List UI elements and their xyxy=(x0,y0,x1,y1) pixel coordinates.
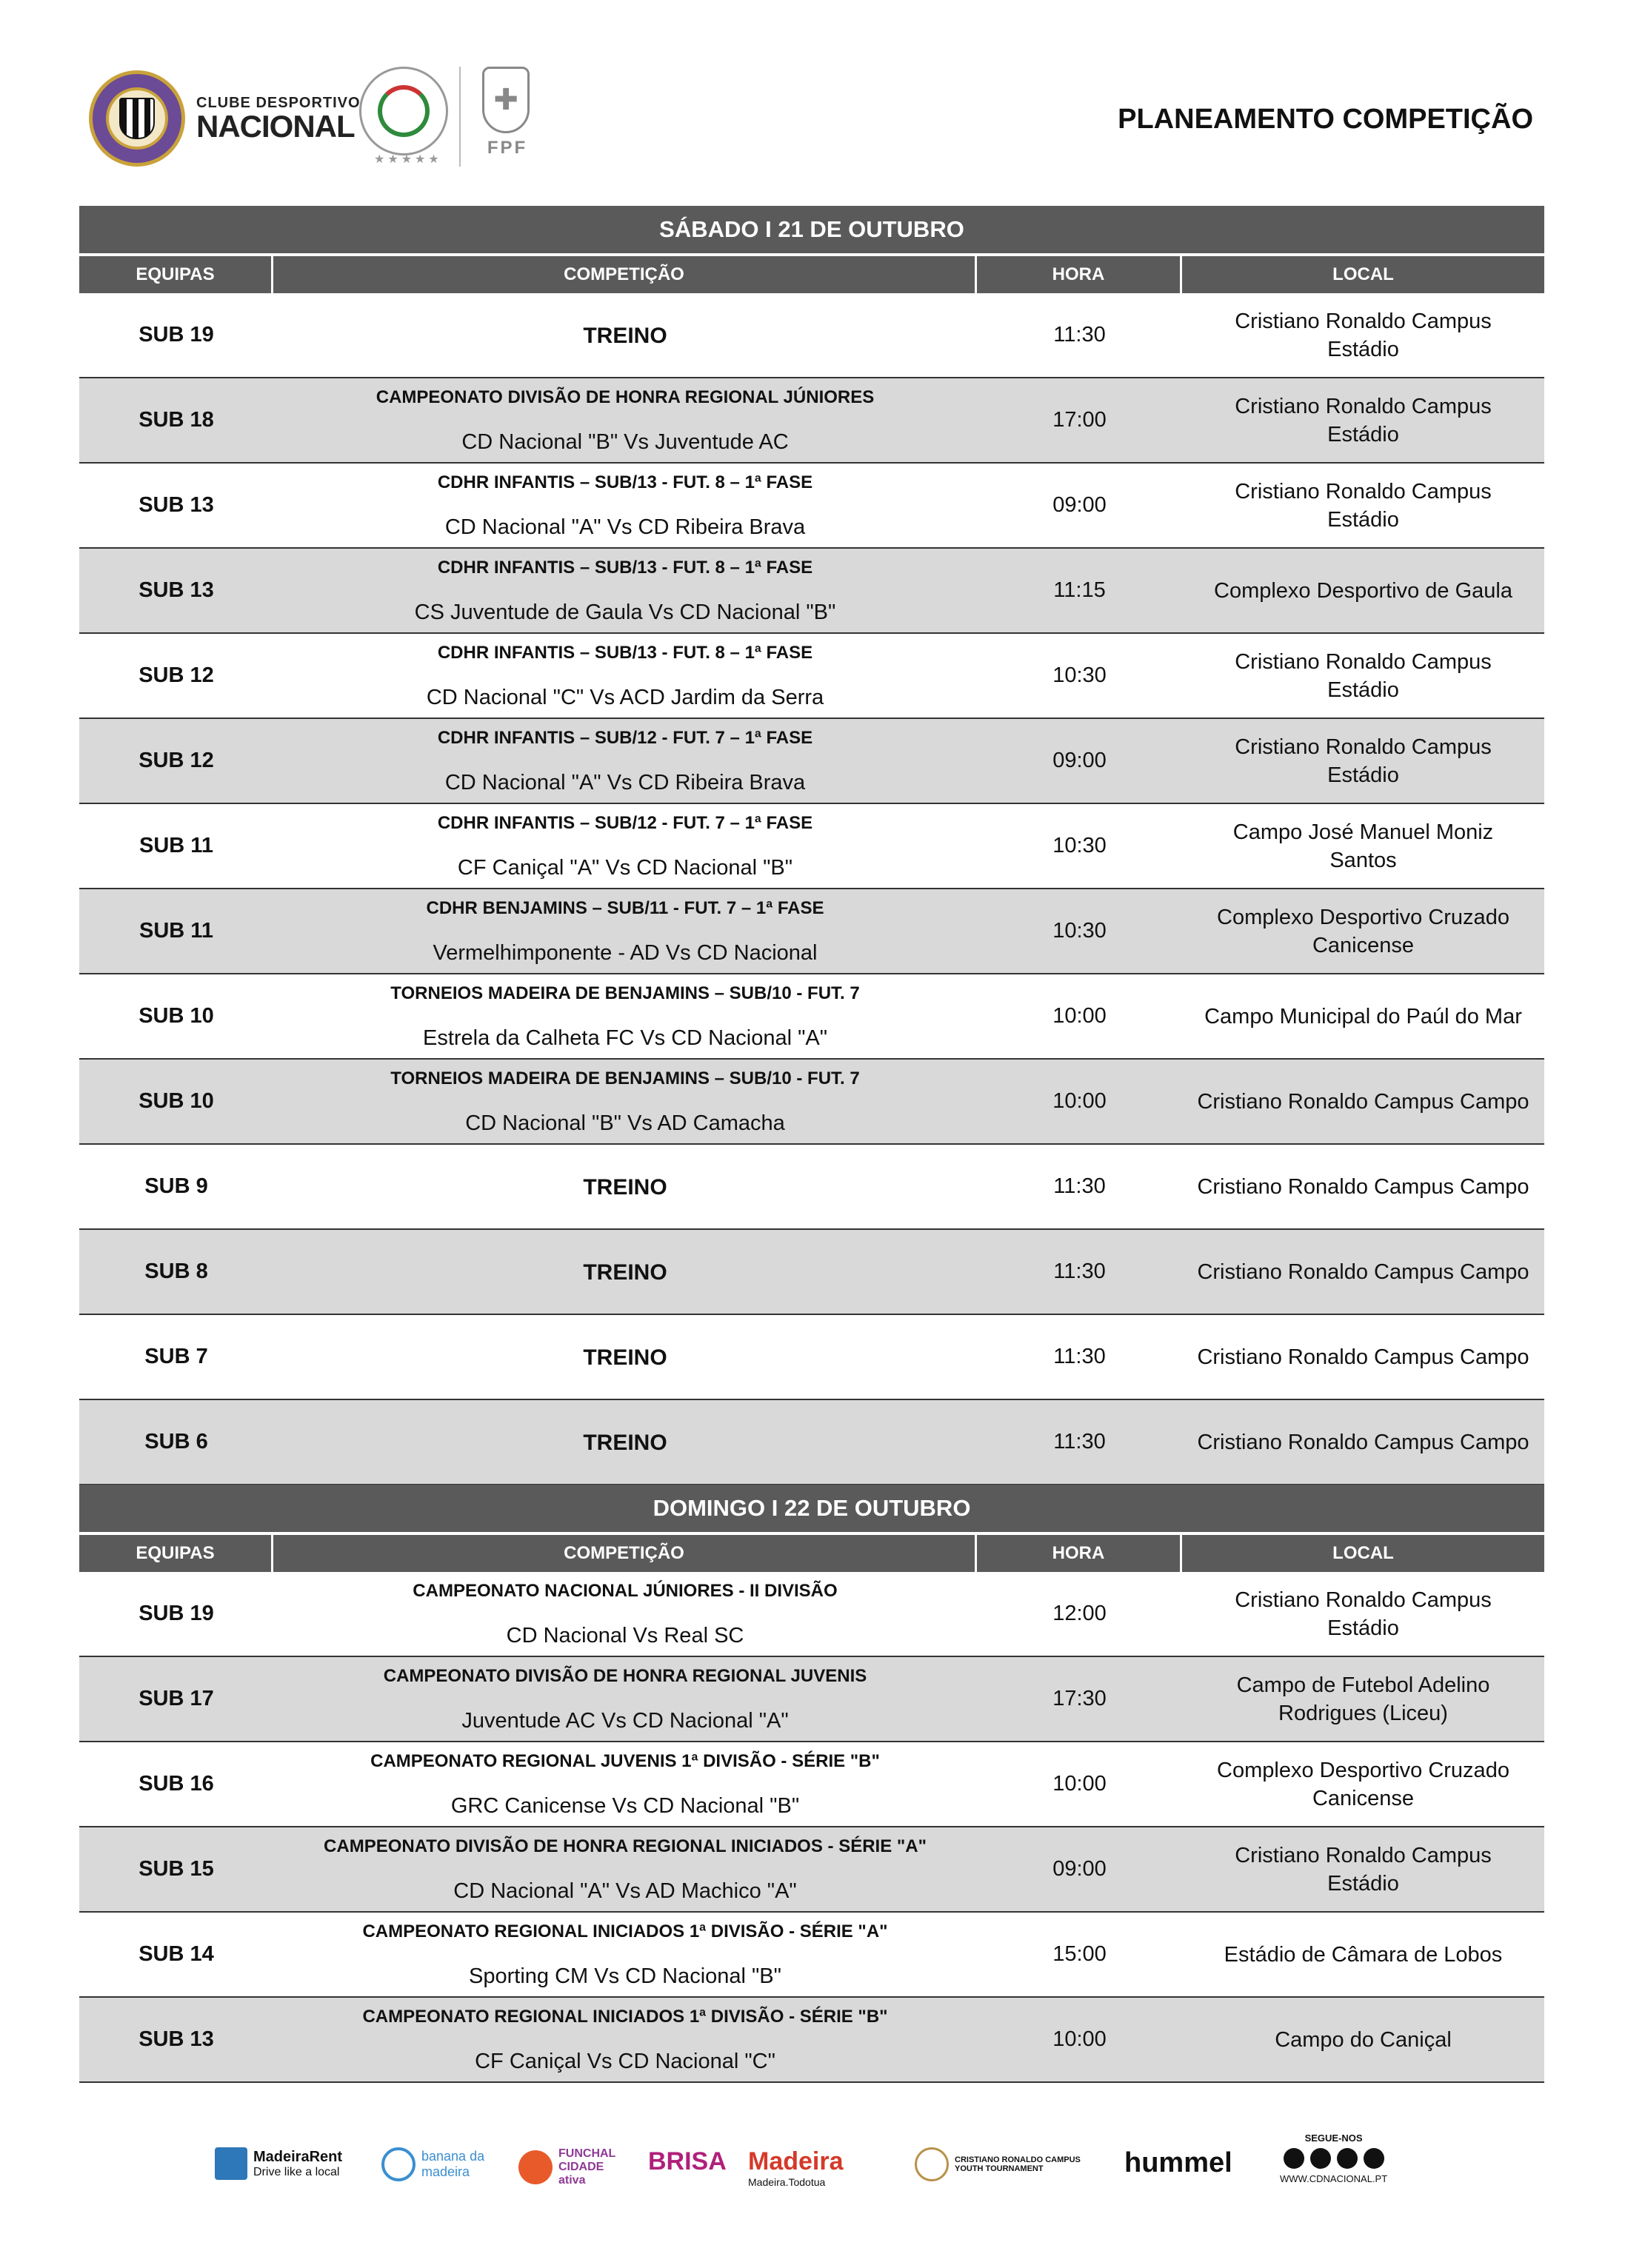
team-cell: SUB 17 xyxy=(139,1687,214,1710)
location-cell: Complexo Desportivo Cruzado Canicense xyxy=(1217,1758,1509,1810)
competition-cell xyxy=(273,293,977,377)
team-cell: SUB 11 xyxy=(139,919,213,943)
match-label: CS Juventude de Gaula Vs CD Nacional "B" xyxy=(414,601,836,624)
time-cell: 10:30 xyxy=(1052,919,1107,943)
table-row xyxy=(79,1230,1544,1315)
fpf-logo xyxy=(478,67,537,158)
match-label: TREINO xyxy=(583,323,667,348)
table-row xyxy=(79,378,1544,464)
page-title: PLANEAMENTO COMPETIÇÃO xyxy=(1118,104,1533,135)
column-header: COMPETIÇÃO xyxy=(273,1535,977,1572)
location-cell: Campo de Futebol Adelino Rodrigues (Liceu) xyxy=(1236,1673,1490,1725)
time-cell: 09:00 xyxy=(1052,749,1107,772)
schedule-saturday xyxy=(79,206,1544,1485)
table-row xyxy=(79,1315,1544,1400)
competition-name: CDHR INFANTIS – SUB/13 - FUT. 8 – 1ª FASE xyxy=(437,472,813,492)
location-cell: Cristiano Ronaldo Campus Estádio xyxy=(1235,649,1492,702)
page-header xyxy=(0,0,1625,178)
instagram-icon[interactable] xyxy=(1310,2148,1331,2169)
social-block: SEGUE-NOS WWW.CDNACIONAL.PT xyxy=(1280,2132,1388,2184)
team-cell: SUB 14 xyxy=(139,1942,214,1966)
twitter-icon[interactable] xyxy=(1337,2148,1358,2169)
sponsor-hummel: hummel xyxy=(1124,2147,1232,2178)
location-cell: Cristiano Ronaldo Campus Estádio xyxy=(1235,479,1492,532)
competition-cell xyxy=(273,464,977,547)
competition-name: TORNEIOS MADEIRA DE BENJAMINS – SUB/10 - FUT. 7 xyxy=(390,983,860,1003)
location-cell: Estádio de Câmara de Lobos xyxy=(1224,1942,1503,1967)
match-label: TREINO xyxy=(583,1430,667,1455)
header-divider xyxy=(459,67,461,167)
column-header: COMPETIÇÃO xyxy=(273,256,977,293)
time-cell: 10:00 xyxy=(1052,1089,1107,1113)
table-row xyxy=(79,634,1544,719)
table-row xyxy=(79,1657,1544,1742)
facebook-icon[interactable] xyxy=(1284,2148,1304,2169)
table-row xyxy=(79,889,1544,974)
stars-icon: ★★★★★ xyxy=(374,153,442,166)
table-row xyxy=(79,1742,1544,1827)
table-row xyxy=(79,719,1544,804)
competition-cell xyxy=(273,719,977,803)
time-cell: 11:15 xyxy=(1053,578,1106,602)
location-cell: Cristiano Ronaldo Campus Campo xyxy=(1197,1089,1529,1114)
time-cell: 10:00 xyxy=(1052,2027,1107,2051)
competition-cell xyxy=(273,378,977,462)
column-header: HORA xyxy=(977,256,1182,293)
location-cell: Cristiano Ronaldo Campus Campo xyxy=(1197,1260,1529,1284)
match-label: Estrela da Calheta FC Vs CD Nacional "A" xyxy=(422,1026,828,1050)
location-cell: Cristiano Ronaldo Campus Estádio xyxy=(1235,394,1492,446)
team-cell: SUB 19 xyxy=(139,323,214,347)
column-header-row xyxy=(79,253,1544,293)
location-cell: Cristiano Ronaldo Campus Campo xyxy=(1197,1174,1529,1199)
time-cell: 10:00 xyxy=(1052,1772,1107,1796)
column-header: EQUIPAS xyxy=(79,1535,273,1572)
match-label: CD Nacional "B" Vs AD Camacha xyxy=(465,1111,785,1135)
location-cell: Complexo Desportivo de Gaula xyxy=(1214,578,1512,603)
section-title: SÁBADO I 21 DE OUTUBRO xyxy=(79,206,1544,253)
time-cell: 17:00 xyxy=(1052,408,1107,432)
table-row xyxy=(79,1145,1544,1230)
competition-cell xyxy=(273,1657,977,1741)
match-label: TREINO xyxy=(583,1260,667,1285)
competition-cell xyxy=(273,1827,977,1911)
competition-name: TORNEIOS MADEIRA DE BENJAMINS – SUB/10 - FUT. 7 xyxy=(390,1068,860,1088)
team-cell: SUB 13 xyxy=(139,493,214,517)
sponsor-madeirarent: MadeiraRent Drive like a local xyxy=(215,2147,342,2180)
competition-name: CAMPEONATO NACIONAL JÚNIORES - II DIVISÃO xyxy=(413,1581,838,1601)
table-row xyxy=(79,293,1544,378)
location-cell: Cristiano Ronaldo Campus Campo xyxy=(1197,1345,1529,1369)
location-cell: Cristiano Ronaldo Campus Estádio xyxy=(1235,735,1492,787)
table-row xyxy=(79,464,1544,549)
time-cell: 11:30 xyxy=(1053,1345,1106,1368)
competition-name: CDHR INFANTIS – SUB/12 - FUT. 7 – 1ª FASE xyxy=(437,728,813,748)
club-name-big: NACIONAL xyxy=(196,109,355,144)
section-title: DOMINGO I 22 DE OUTUBRO xyxy=(79,1485,1544,1532)
location-cell: Complexo Desportivo Cruzado Canicense xyxy=(1217,905,1509,957)
sponsor-brisa: BRISA xyxy=(648,2147,727,2175)
competition-name: CAMPEONATO DIVISÃO DE HONRA REGIONAL JUVENIS xyxy=(383,1666,867,1686)
competition-cell xyxy=(273,1913,977,1996)
column-header: LOCAL xyxy=(1332,264,1394,284)
match-label: CD Nacional Vs Real SC xyxy=(506,1624,744,1648)
column-header: LOCAL xyxy=(1332,1543,1394,1563)
competition-name: CAMPEONATO DIVISÃO DE HONRA REGIONAL INICIADOS - SÉRIE "A" xyxy=(324,1836,927,1856)
team-cell: SUB 6 xyxy=(144,1430,208,1454)
competition-cell xyxy=(273,974,977,1058)
team-cell: SUB 12 xyxy=(139,749,214,772)
madeirarent-icon xyxy=(215,2147,247,2180)
competition-cell xyxy=(273,1400,977,1484)
competition-cell xyxy=(273,1315,977,1399)
match-label: CD Nacional "B" Vs Juventude AC xyxy=(461,430,789,454)
youtube-icon[interactable] xyxy=(1364,2148,1384,2169)
match-label: Vermelhimponente - AD Vs CD Nacional xyxy=(433,941,818,965)
sponsor-cr-campus: CRISTIANO RONALDO CAMPUS YOUTH TOURNAMENT xyxy=(915,2147,1081,2181)
competition-cell xyxy=(273,889,977,973)
time-cell: 12:00 xyxy=(1052,1602,1107,1625)
cr-campus-icon xyxy=(915,2147,949,2181)
location-cell: Campo Municipal do Paúl do Mar xyxy=(1204,1004,1522,1028)
competition-cell xyxy=(273,1998,977,2081)
team-cell: SUB 15 xyxy=(139,1857,214,1881)
sponsor-banana: banana da madeira xyxy=(381,2147,495,2181)
column-header: EQUIPAS xyxy=(79,256,273,293)
competition-name: CDHR INFANTIS – SUB/13 - FUT. 8 – 1ª FASE xyxy=(437,558,813,578)
team-cell: SUB 13 xyxy=(139,578,214,602)
team-cell: SUB 16 xyxy=(139,1772,214,1796)
match-label: TREINO xyxy=(583,1345,667,1370)
match-label: CF Caniçal Vs CD Nacional "C" xyxy=(475,2050,775,2073)
table-row xyxy=(79,1400,1544,1485)
competition-cell xyxy=(273,1060,977,1143)
competition-cell xyxy=(273,804,977,888)
match-label: TREINO xyxy=(583,1174,667,1200)
competition-cell xyxy=(273,634,977,717)
time-cell: 10:30 xyxy=(1052,663,1107,687)
location-cell: Cristiano Ronaldo Campus Estádio xyxy=(1235,1588,1492,1640)
competition-name: CAMPEONATO DIVISÃO DE HONRA REGIONAL JÚNIORES xyxy=(376,387,875,407)
team-cell: SUB 19 xyxy=(139,1602,214,1625)
sponsor-bar xyxy=(0,2125,1625,2214)
match-label: CD Nacional "A" Vs AD Machico "A" xyxy=(453,1879,797,1903)
time-cell: 11:30 xyxy=(1053,1430,1106,1454)
match-label: CF Caniçal "A" Vs CD Nacional "B" xyxy=(457,856,793,880)
match-label: Sporting CM Vs CD Nacional "B" xyxy=(469,1964,781,1988)
team-cell: SUB 7 xyxy=(144,1345,208,1368)
sponsor-madeira: Madeira Madeira.Todotua xyxy=(748,2147,844,2188)
match-label: GRC Canicense Vs CD Nacional "B" xyxy=(450,1794,800,1818)
competition-name: CAMPEONATO REGIONAL INICIADOS 1ª DIVISÃO - SÉRIE "B" xyxy=(362,2007,888,2027)
time-cell: 11:30 xyxy=(1053,323,1106,347)
location-cell: Cristiano Ronaldo Campus Estádio xyxy=(1235,309,1492,361)
time-cell: 10:30 xyxy=(1052,834,1107,857)
time-cell: 11:30 xyxy=(1053,1174,1106,1198)
team-cell: SUB 12 xyxy=(139,663,214,687)
team-cell: SUB 13 xyxy=(139,2027,214,2051)
location-cell: Cristiano Ronaldo Campus Estádio xyxy=(1235,1843,1492,1896)
table-row xyxy=(79,1913,1544,1998)
club-name xyxy=(196,95,361,144)
table-row xyxy=(79,1827,1544,1913)
match-label: CD Nacional "A" Vs CD Ribeira Brava xyxy=(444,515,806,539)
location-cell: Cristiano Ronaldo Campus Campo xyxy=(1197,1430,1529,1454)
competition-cell xyxy=(273,1145,977,1228)
competition-cell xyxy=(273,1230,977,1314)
funchal-icon xyxy=(518,2150,553,2184)
table-row xyxy=(79,1998,1544,2083)
time-cell: 09:00 xyxy=(1052,493,1107,517)
table-row xyxy=(79,974,1544,1060)
banana-icon xyxy=(381,2147,416,2181)
competition-name: CDHR INFANTIS – SUB/12 - FUT. 7 – 1ª FASE xyxy=(437,813,813,833)
club-crest-logo xyxy=(89,70,185,167)
match-label: CD Nacional "A" Vs CD Ribeira Brava xyxy=(444,771,806,795)
table-row xyxy=(79,1060,1544,1145)
cross-icon: ✚ xyxy=(493,84,518,116)
competition-cell xyxy=(273,1572,977,1656)
team-cell: SUB 8 xyxy=(144,1260,208,1283)
time-cell: 09:00 xyxy=(1052,1857,1107,1881)
competition-name: CDHR INFANTIS – SUB/13 - FUT. 8 – 1ª FASE xyxy=(437,643,813,663)
column-header: HORA xyxy=(977,1535,1182,1572)
column-header-row xyxy=(79,1532,1544,1572)
fpf-label: FPF xyxy=(487,138,528,158)
team-cell: SUB 11 xyxy=(139,834,213,857)
shield-icon xyxy=(119,98,155,139)
competition-cell xyxy=(273,1742,977,1826)
competition-name: CAMPEONATO REGIONAL INICIADOS 1ª DIVISÃO - SÉRIE "A" xyxy=(362,1921,888,1941)
table-row xyxy=(79,1572,1544,1657)
team-cell: SUB 10 xyxy=(139,1089,214,1113)
match-label: Juventude AC Vs CD Nacional "A" xyxy=(461,1709,789,1733)
location-cell: Campo do Caniçal xyxy=(1275,2027,1452,2052)
location-cell: Campo José Manuel Moniz Santos xyxy=(1232,820,1494,872)
schedule-sunday xyxy=(79,1485,1544,2083)
table-row xyxy=(79,549,1544,634)
time-cell: 15:00 xyxy=(1052,1942,1107,1966)
team-cell: SUB 9 xyxy=(144,1174,208,1198)
time-cell: 10:00 xyxy=(1052,1004,1107,1028)
team-cell: SUB 18 xyxy=(139,408,214,432)
time-cell: 17:30 xyxy=(1052,1687,1107,1710)
club-name-small: CLUBE DESPORTIVO xyxy=(196,95,361,111)
website-link[interactable]: WWW.CDNACIONAL.PT xyxy=(1280,2173,1388,2184)
match-label: CD Nacional "C" Vs ACD Jardim da Serra xyxy=(426,686,824,709)
time-cell: 11:30 xyxy=(1053,1260,1106,1283)
sponsor-funchal: FUNCHAL CIDADE ativa xyxy=(518,2147,625,2187)
competition-name: CAMPEONATO REGIONAL JUVENIS 1ª DIVISÃO - SÉRIE "B" xyxy=(370,1751,880,1771)
competition-name: CDHR BENJAMINS – SUB/11 - FUT. 7 – 1ª FASE xyxy=(426,898,824,918)
table-row xyxy=(79,804,1544,889)
competition-cell xyxy=(273,549,977,632)
certification-seal-icon xyxy=(359,67,448,155)
team-cell: SUB 10 xyxy=(139,1004,214,1028)
